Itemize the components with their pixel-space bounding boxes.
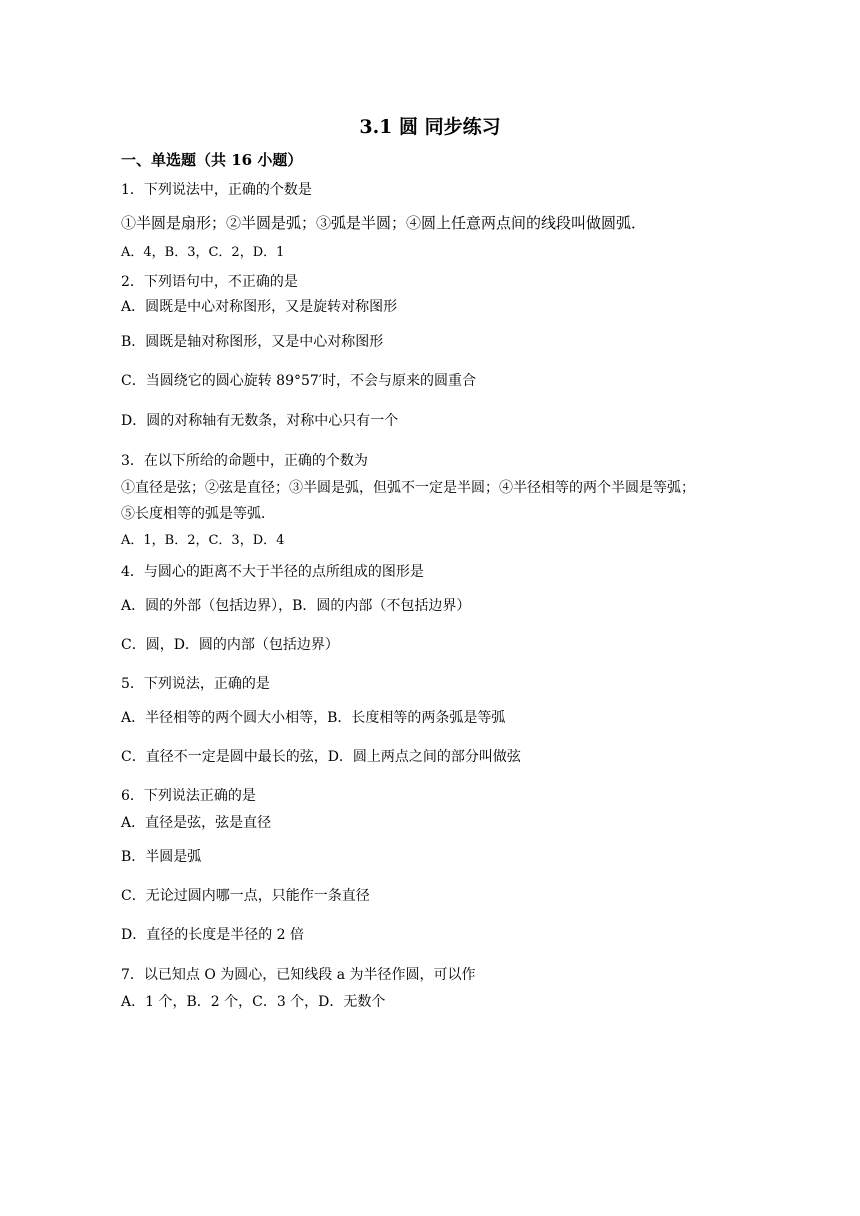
question-7-options: A．1 个，B．2 个，C．3 个，D．无数个 bbox=[121, 994, 386, 1010]
question-2-stem: 2．下列语句中，不正确的是 bbox=[121, 274, 298, 290]
question-5-options-cd: C．直径不一定是圆中最长的弦，D．圆上两点之间的部分叫做弦 bbox=[121, 749, 521, 765]
question-3-statement: ①直径是弦；②弦是直径；③半圆是弧，但弧不一定是半圆；④半径相等的两个半圆是等弧； bbox=[121, 480, 695, 496]
question-2-option-d: D．圆的对称轴有无数条，对称中心只有一个 bbox=[121, 413, 399, 429]
question-2-option-a: A．圆既是中心对称图形，又是旋转对称图形 bbox=[121, 299, 398, 315]
question-1-options: A．4，B．3，C．2，D．1 bbox=[121, 245, 285, 260]
question-1-stem: 1．下列说法中，正确的个数是 bbox=[121, 182, 312, 198]
question-1-statement: ①半圆是扇形；②半圆是弧；③弧是半圆；④圆上任意两点间的线段叫做圆弧． bbox=[121, 214, 647, 232]
question-5-stem: 5．下列说法，正确的是 bbox=[121, 676, 270, 692]
question-6-option-d: D．直径的长度是半径的 2 倍 bbox=[121, 927, 305, 943]
question-7-stem: 7．以已知点 O 为圆心，已知线段 a 为半径作圆，可以作 bbox=[121, 967, 476, 983]
page-title: 3.1 圆 同步练习 bbox=[359, 116, 501, 138]
question-6-option-c: C．无论过圆内哪一点，只能作一条直径 bbox=[121, 888, 370, 904]
question-3-statement-2: ⑤长度相等的弧是等弧． bbox=[121, 506, 275, 522]
question-6-option-b: B．半圆是弧 bbox=[121, 849, 202, 865]
question-6-stem: 6．下列说法正确的是 bbox=[121, 788, 256, 804]
question-5-options-ab: A．半径相等的两个圆大小相等，B．长度相等的两条弧是等弧 bbox=[121, 710, 506, 726]
question-3-options: A．1，B．2，C．3，D．4 bbox=[121, 533, 285, 548]
question-2-option-c: C．当圆绕它的圆心旋转 89°57′时，不会与原来的圆重合 bbox=[121, 373, 476, 389]
question-2-option-b: B．圆既是轴对称图形，又是中心对称图形 bbox=[121, 334, 384, 350]
question-4-stem: 4．与圆心的距离不大于半径的点所组成的图形是 bbox=[121, 564, 424, 580]
question-4-options-ab: A．圆的外部（包括边界），B．圆的内部（不包括边界） bbox=[121, 598, 471, 614]
section-heading: 一、单选题（共 16 小题） bbox=[121, 151, 303, 169]
question-3-stem: 3．在以下所给的命题中，正确的个数为 bbox=[121, 453, 368, 469]
question-4-options-cd: C．圆，D．圆的内部（包括边界） bbox=[121, 637, 339, 653]
question-6-option-a: A．直径是弦，弦是直径 bbox=[121, 815, 272, 831]
